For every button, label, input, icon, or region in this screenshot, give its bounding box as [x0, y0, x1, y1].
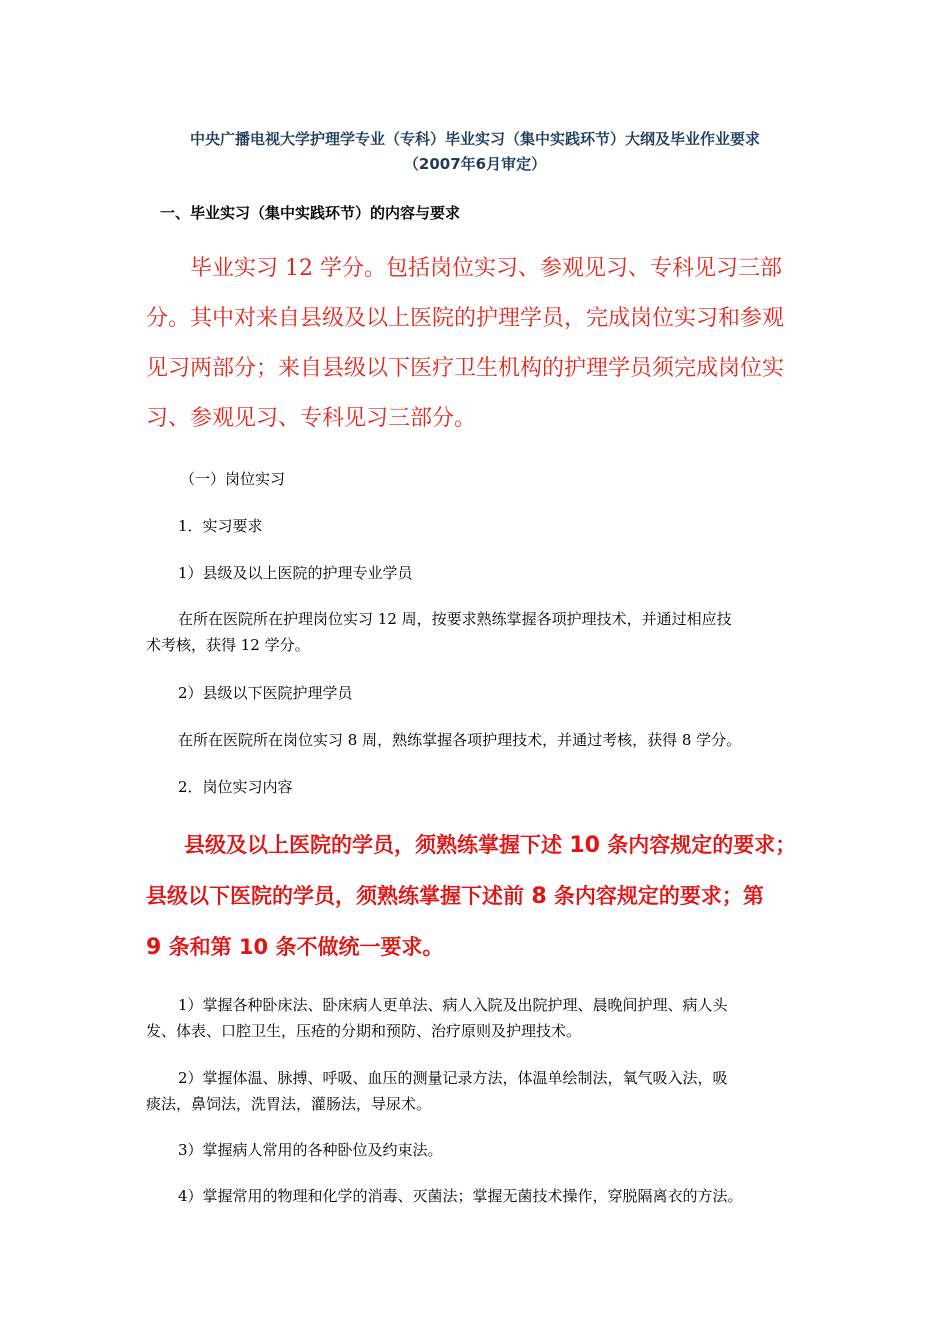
item-paragraph: 在所在医院所在岗位实习 8 周，熟练掌握各项护理技术，并通过考核，获得 8 学分。 — [178, 731, 742, 749]
requirement-line: 县级及以上医院的学员，须熟练掌握下述 10 条内容规定的要求； — [184, 833, 797, 858]
requirement-line: 县级以下医院的学员，须熟练掌握下述前 8 条内容规定的要求；第 — [146, 884, 764, 909]
list-item: 4）掌握常用的物理和化学的消毒、灭菌法；掌握无菌技术操作，穿脱隔离衣的方法。 — [178, 1187, 743, 1205]
intro-line: 习、参观见习、专科见习三部分。 — [146, 406, 477, 431]
item-subheading: 2）县级以下医院护理学员 — [178, 684, 353, 702]
section-heading-1: 一、毕业实习（集中实践环节）的内容与要求 — [160, 204, 461, 222]
list-item: 3）掌握病人常用的各种卧位及约束法。 — [178, 1141, 443, 1159]
item-heading: 1．实习要求 — [178, 517, 263, 535]
requirement-line: 9 条和第 10 条不做统一要求。 — [146, 935, 444, 960]
requirement-paragraph — [146, 820, 836, 973]
item-heading: 2．岗位实习内容 — [178, 778, 293, 796]
document-title: 中央广播电视大学护理学专业（专科）毕业实习（集中实践环节）大纲及毕业作业要求 — [189, 130, 760, 148]
paragraph-line: 术考核，获得 12 学分。 — [146, 636, 310, 654]
item-subheading: 1）县级及以上医院的护理专业学员 — [178, 564, 413, 582]
paragraph-line: 在所在医院所在护理岗位实习 12 周，按要求熟练掌握各项护理技术，并通过相应技 — [178, 610, 732, 628]
intro-line: 分。其中对来自县级及以上医院的护理学员，完成岗位实习和参观 — [146, 306, 785, 331]
intro-line: 见习两部分；来自县级以下医疗卫生机构的护理学员须完成岗位实 — [146, 356, 785, 381]
intro-paragraph — [146, 244, 806, 444]
list-item: 1）掌握各种卧床法、卧床病人更单法、病人入院及出院护理、晨晚间护理、病人头 发、体表、口腔卫生，压疮的分期和预防、治疗原则及护理技术。 — [146, 996, 728, 1040]
intro-line: 毕业实习 12 学分。包括岗位实习、参观见习、专科见习三部 — [190, 256, 782, 281]
item-paragraph — [146, 606, 816, 658]
subsection-heading: （一）岗位实习 — [180, 470, 286, 488]
document-subtitle-date: （2007年6月审定） — [403, 155, 547, 173]
list-item: 2）掌握体温、脉搏、呼吸、血压的测量记录方法，体温单绘制法，氧气吸入法，吸 痰法，鼻饲法，洗胃法，灌肠法，导尿术。 — [146, 1069, 728, 1113]
